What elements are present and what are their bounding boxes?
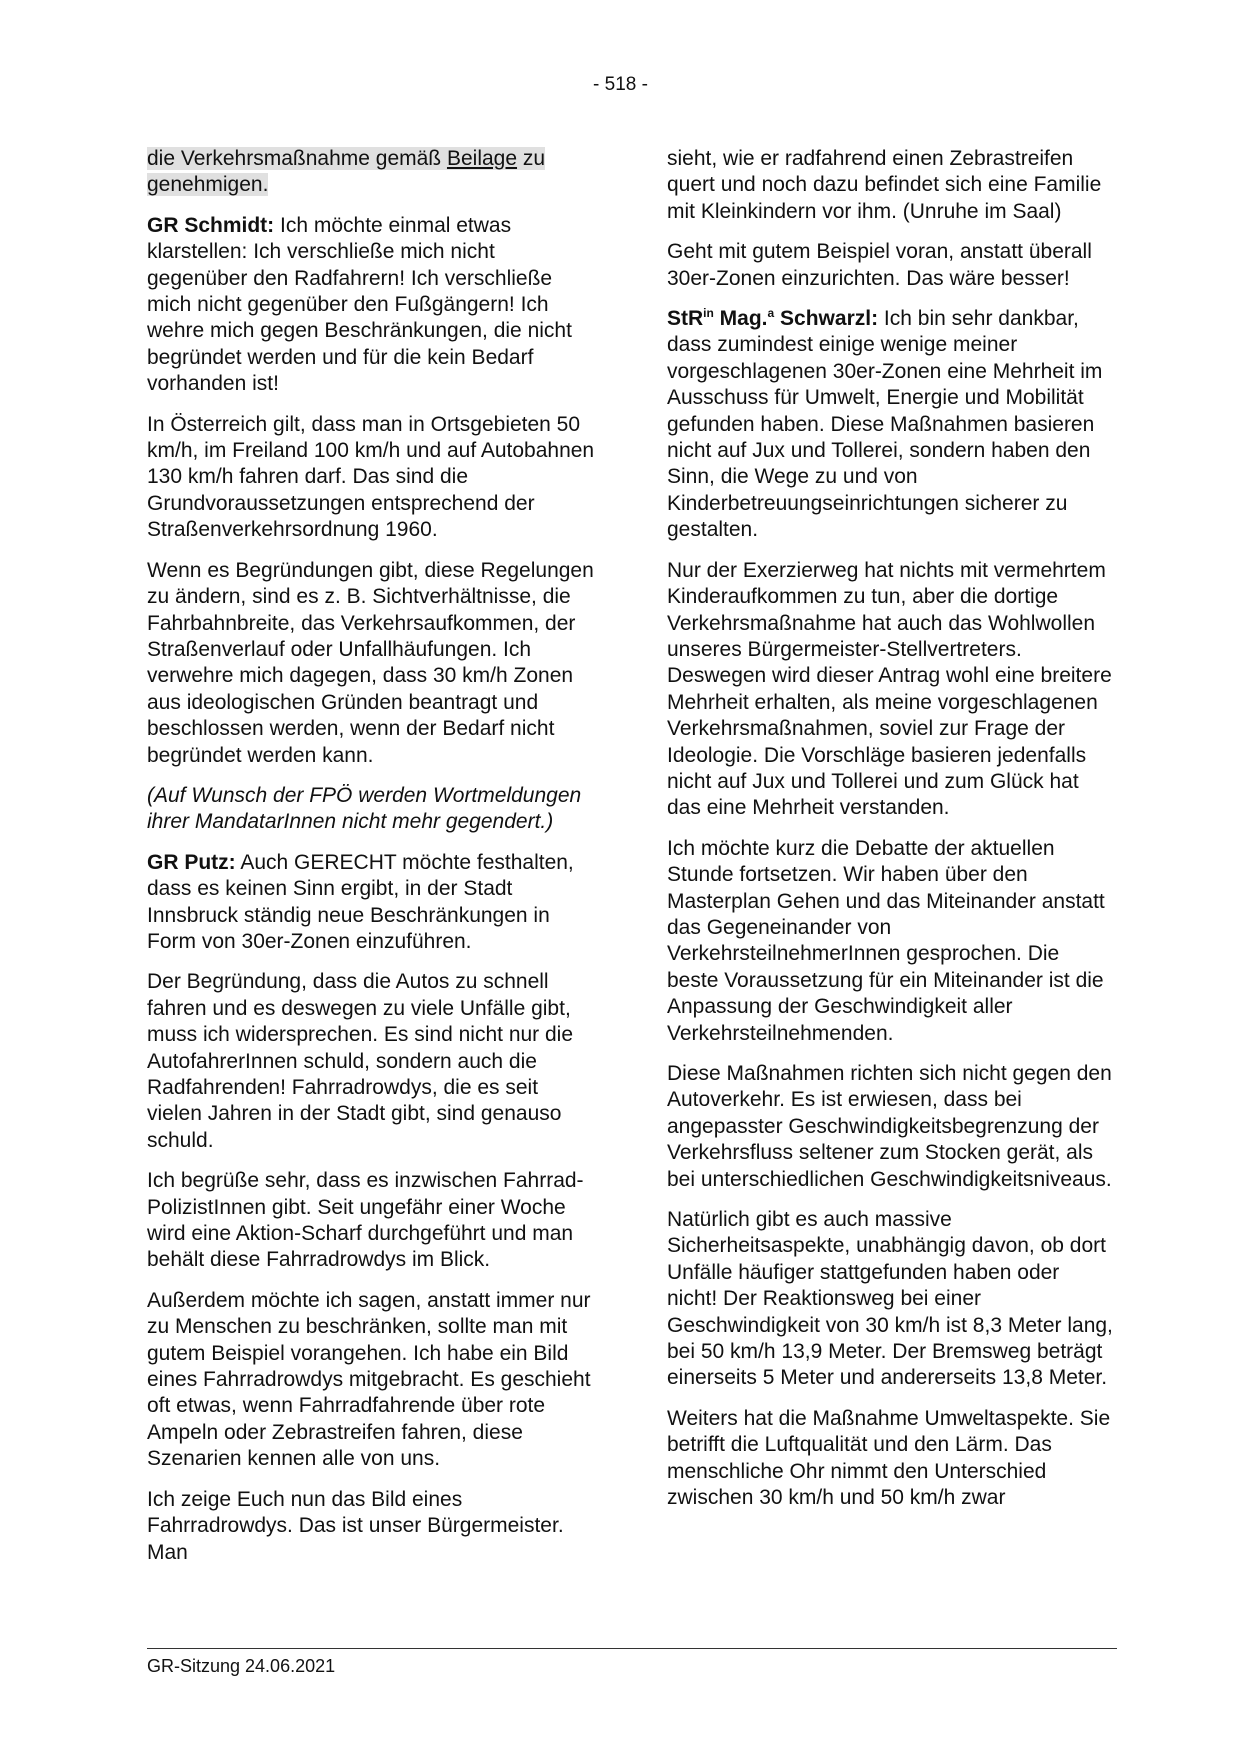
motion-text: die Verkehrsmaßnahme gemäß	[147, 147, 447, 170]
speech-paragraph	[667, 306, 1114, 544]
beilage-link[interactable]: Beilage	[446, 147, 518, 170]
page-number: - 518 -	[593, 74, 648, 95]
paragraph: Diese Maßnahmen richten sich nicht gegen den Autoverkehr. Es ist erwiesen, dass bei angepasster Geschwindigkeitsbegrenzung der Verkehrsfluss seltener zum Stocken gerät, als bei unterschiedlichen Geschwindigkeitsniveaus.	[667, 1062, 1112, 1191]
paragraph: Ich möchte kurz die Debatte der aktuellen Stunde fortsetzen. Wir haben über den Masterplan Gehen und das Miteinander anstatt das Gegeneinander von VerkehrsteilnehmerInnen gesprochen. Die beste Voraussetzung für ein Miteinander ist die Anpassung der Geschwindigkeit aller Verkehrsteilnehmenden.	[667, 836, 1105, 1045]
paragraph: Nur der Exerzierweg hat nichts mit vermehrtem Kinderaufkommen zu tun, aber die dortige Verkehrsmaßnahme hat auch das Wohlwollen unseres Bürgermeister-Stellvertreters. Deswegen wird dieser Antrag wohl eine breitere Mehrheit erhalten, als meine vorgeschlagenen Verkehrsmaßnahmen, soviel zur Frage der Ideologie. Die Vorschläge basieren jedenfalls nicht auf Jux und Tollerei und zum Glück hat das eine Mehrheit verstanden.	[667, 558, 1112, 820]
speaker-degree-superscript: a	[767, 306, 775, 321]
speech-text: Ich möchte einmal etwas klarstellen: Ich verschließe mich nicht gegenüber den Radfahrern! Ich verschließe mich nicht gegenüber den Fußgängern! Ich wehre mich gegen Beschränkungen, die nicht begründet werden und für die kein Bedarf vorhanden ist!	[147, 213, 572, 396]
speaker-degree: Mag.	[713, 307, 768, 331]
paragraph: Natürlich gibt es auch massive Sicherheitsaspekte, unabhängig davon, ob dort Unfälle häufiger stattgefunden haben oder nicht! Der Reaktionsweg bei einer Geschwindigkeit von 30 km/h ist 8,3 Meter lang, bei 50 km/h 13,9 Meter. Der Bremsweg beträgt einerseits 5 Meter und andererseits 13,8 Meter.	[667, 1208, 1113, 1390]
speaker-name: GR Putz:	[147, 850, 236, 874]
right-column	[667, 146, 1114, 1526]
speaker-title: StR	[667, 307, 704, 331]
paragraph: Geht mit gutem Beispiel voran, anstatt überall 30er-Zonen einzurichten. Das wäre besser!	[667, 240, 1092, 290]
highlighted-text	[147, 147, 545, 196]
speech-paragraph	[147, 850, 598, 956]
speaker-surname: Schwarzl:	[774, 307, 879, 331]
footer-divider	[147, 1648, 1117, 1649]
paragraph: sieht, wie er radfahrend einen Zebrastreifen quert und noch dazu befindet sich eine Familie mit Kleinkindern vor ihm. (Unruhe im Saal)	[667, 147, 1102, 223]
motion-paragraph	[147, 146, 598, 199]
paragraph: Weiters hat die Maßnahme Umweltaspekte. Sie betrifft die Luftqualität und den Lärm. Das menschliche Ohr nimmt den Unterschied zwischen 30 km/h und 50 km/h zwar	[667, 1406, 1111, 1510]
editorial-note: (Auf Wunsch der FPÖ werden Wortmeldungen ihrer MandatarInnen nicht mehr gegendert.)	[147, 783, 582, 834]
motion-text-end: zu genehmigen.	[147, 147, 546, 197]
paragraph: Wenn es Begründungen gibt, diese Regelungen zu ändern, sind es z. B. Sichtverhältnisse, die Fahrbahnbreite, das Verkehrsaufkommen, der Straßenverlauf oder Unfallhäufungen. Ich verwehre mich dagegen, dass 30 km/h Zonen aus ideologischen Gründen beantragt und beschlossen werden, wenn der Bedarf nicht begründet werden kann.	[147, 558, 594, 767]
speaker-name: GR Schmidt:	[147, 213, 275, 237]
speech-text: Auch GERECHT möchte festhalten, dass es keinen Sinn ergibt, in der Stadt Innsbruck ständig neue Beschränkungen in Form von 30er-Zonen einzuführen.	[147, 850, 574, 953]
paragraph: Der Begründung, dass die Autos zu schnell fahren und es deswegen zu viele Unfälle gibt, muss ich widersprechen. Es sind nicht nur die AutofahrerInnen schuld, sondern auch die Radfahrenden! Fahrradrowdys, die es seit vielen Jahren in der Stadt gibt, sind genauso schuld.	[147, 970, 574, 1152]
speech-text: Ich bin sehr dankbar, dass zumindest einige wenige meiner vorgeschlagenen 30er-Zonen eine Mehrheit im Ausschuss für Umwelt, Energie und Mobilität gefunden haben. Diese Maßnahmen basieren nicht auf Jux und Tollerei, sondern haben den Sinn, die Wege zu und von Kinderbetreuungseinrichtungen sicherer zu gestalten.	[667, 307, 1103, 542]
paragraph: Außerdem möchte ich sagen, anstatt immer nur zu Menschen zu beschränken, sollte man mit gutem Beispiel vorangehen. Ich habe ein Bild eines Fahrradrowdys mitgebracht. Es geschieht oft etwas, wenn Fahrradfahrende über rote Ampeln oder Zebrastreifen fahren, diese Szenarien kennen alle von uns.	[147, 1288, 591, 1471]
speech-paragraph	[147, 213, 598, 398]
paragraph: Ich zeige Euch nun das Bild eines Fahrradrowdys. Das ist unser Bürgermeister. Man	[147, 1487, 564, 1564]
left-column	[147, 146, 598, 1580]
paragraph: Ich begrüße sehr, dass es inzwischen Fahrrad-PolizistInnen gibt. Seit ungefähr einer Woche wird eine Aktion-Scharf durchgeführt und man behält diese Fahrradrowdys im Blick.	[147, 1169, 584, 1272]
footer-session-date: GR-Sitzung 24.06.2021	[147, 1656, 336, 1676]
speaker-name	[667, 307, 878, 330]
paragraph: In Österreich gilt, dass man in Ortsgebieten 50 km/h, im Freiland 100 km/h und auf Autobahnen 130 km/h fahren darf. Das sind die Grundvoraussetzungen entsprechend der Straßenverkehrsordnung 1960.	[147, 412, 595, 542]
speaker-title-superscript: in	[703, 306, 714, 321]
